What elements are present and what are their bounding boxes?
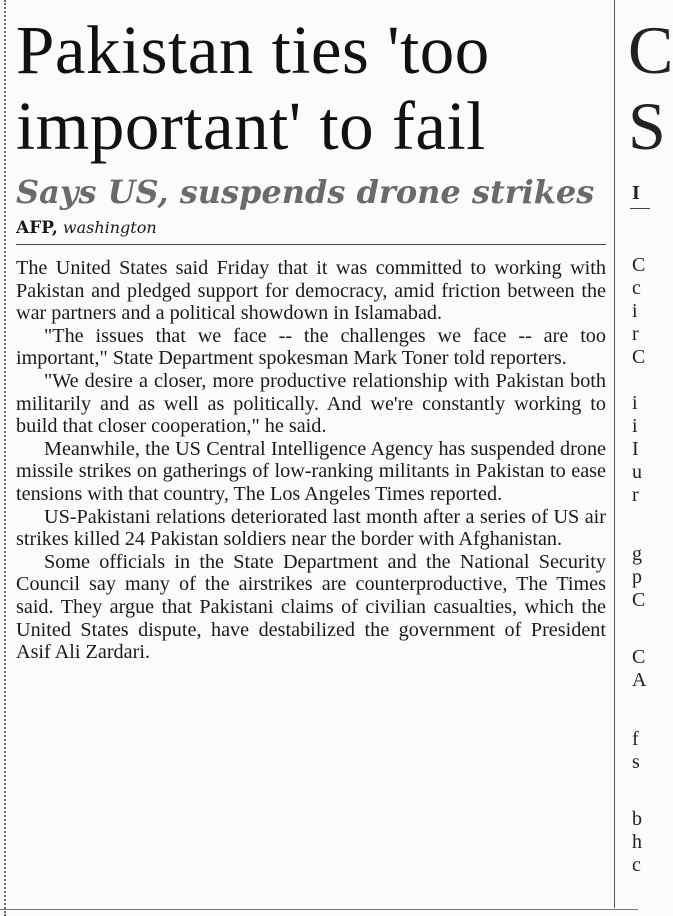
adjacent-headline-fragment: C bbox=[628, 12, 673, 88]
adjacent-article-fragment bbox=[620, 0, 673, 916]
adjacent-text-fragment: c bbox=[632, 854, 641, 876]
bottom-rule bbox=[0, 909, 638, 910]
adjacent-text-fragment: i bbox=[632, 392, 638, 414]
adjacent-text-fragment: b bbox=[632, 808, 642, 830]
adjacent-text-fragment: C bbox=[632, 346, 646, 368]
adjacent-text-fragment: C bbox=[632, 589, 646, 611]
adjacent-text-fragment: f bbox=[632, 728, 639, 750]
paragraph: Some officials in the State Department and the National Security Council say many of the airstrikes are counterproductive, The Times said. They argue that Pakistani claims of civilian casualties, which the United States dispute, have destabilized the government of President Asif Ali Zardari. bbox=[16, 550, 606, 664]
paragraph: US-Pakistani relations deteriorated last month after a series of US air strikes killed 24 Pakistan soldiers near the border with Afghanistan. bbox=[16, 505, 606, 551]
paragraph: "We desire a closer, more productive relationship with Pakistan both militarily and as well as politically. And we're constantly working to build that closer cooperation," he said. bbox=[16, 369, 606, 438]
adjacent-headline-fragment: S bbox=[628, 88, 666, 164]
byline-source: AFP, bbox=[16, 218, 58, 238]
adjacent-text-fragment: C bbox=[632, 646, 646, 668]
article bbox=[16, 0, 606, 664]
adjacent-text-fragment: r bbox=[632, 323, 639, 345]
adjacent-text-fragment: p bbox=[632, 566, 642, 588]
article-body bbox=[16, 257, 606, 664]
adjacent-text-fragment: s bbox=[632, 751, 640, 773]
adjacent-text-fragment: C bbox=[632, 254, 646, 276]
paragraph: The United States said Friday that it was committed to working with Pakistan and pledged support for democracy, amid friction between the war partners and a political showdown in Islamabad. bbox=[16, 257, 606, 325]
subhead: Says US, suspends drone strikes bbox=[16, 173, 595, 211]
paragraph: Meanwhile, the US Central Intelligence Agency has suspended drone missile strikes on gatherings of low-ranking militants in Pakistan to ease tensions with that country, The Los Angeles Times reported. bbox=[16, 437, 606, 505]
adjacent-text-fragment: g bbox=[632, 543, 642, 565]
byline bbox=[16, 218, 606, 245]
byline-place: washington bbox=[62, 218, 157, 237]
column-divider bbox=[614, 0, 615, 908]
adjacent-text-fragment: r bbox=[632, 484, 639, 506]
adjacent-text-fragment: i bbox=[632, 300, 638, 322]
dotted-column-border bbox=[4, 0, 6, 916]
adjacent-text-fragment: i bbox=[632, 415, 638, 437]
adjacent-text-fragment: h bbox=[632, 831, 642, 853]
adjacent-text-fragment: I bbox=[632, 438, 639, 460]
adjacent-text-fragment: u bbox=[632, 461, 642, 483]
adjacent-text-fragment: c bbox=[632, 277, 641, 299]
adjacent-byline-fragment: I bbox=[632, 182, 640, 204]
adjacent-rule bbox=[630, 208, 650, 209]
adjacent-text-fragment: A bbox=[632, 669, 647, 691]
paragraph: "The issues that we face -- the challenges we face -- are too important," State Department spokesman Mark Toner told reporters. bbox=[16, 324, 606, 370]
headline: Pakistan ties 'too important' to fail bbox=[16, 12, 490, 164]
